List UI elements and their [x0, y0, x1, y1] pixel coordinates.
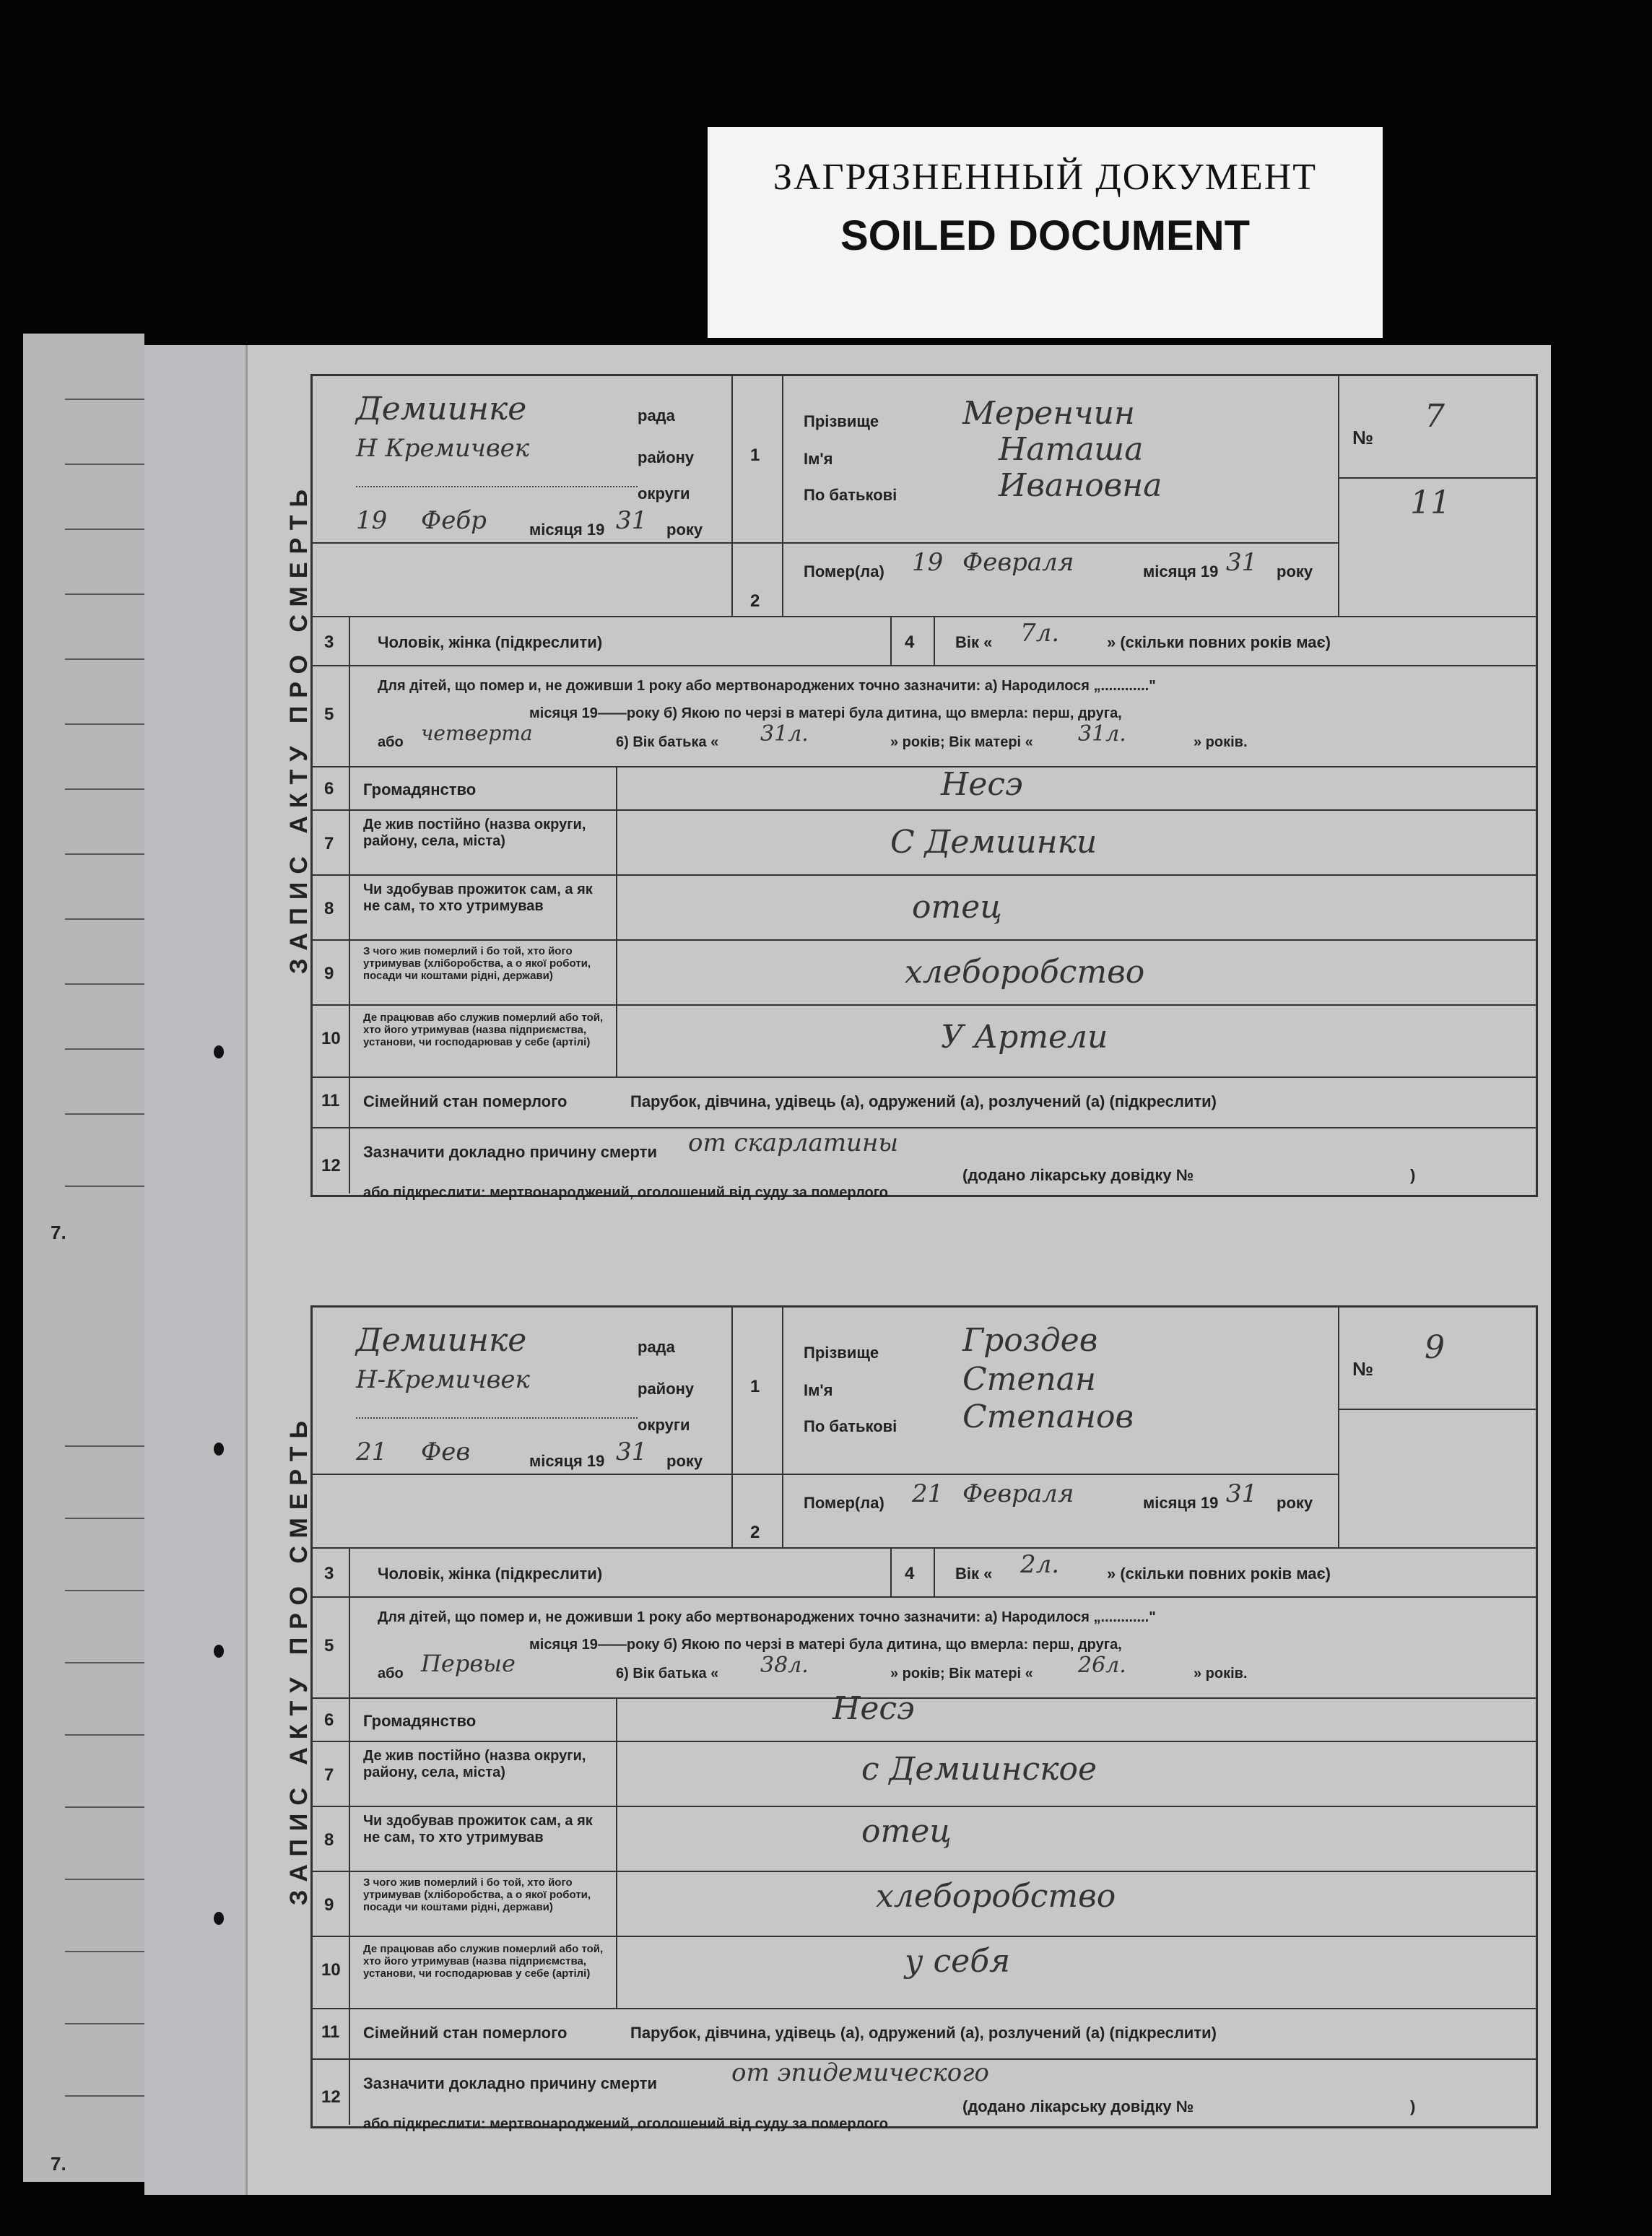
stub-line: [65, 1186, 144, 1187]
livelihood-label: Чи здобував прожиток сам, а як не сам, то хто утримував: [363, 882, 593, 914]
citizenship-value: Несэ: [941, 766, 1023, 803]
stub-line: [65, 464, 144, 465]
stamp-ru: ЗАГРЯЗНЕННЫЙ ДОКУМЕНТ: [773, 157, 1318, 198]
record-number-sub: 11: [1410, 484, 1451, 521]
row-number: 5: [324, 1636, 334, 1656]
children-line3-b: 6) Вік батька «: [616, 734, 719, 750]
died-year: 31: [1226, 548, 1258, 577]
row-number: 8: [324, 1830, 334, 1850]
date-year: 31: [616, 1437, 648, 1466]
row-number: 6: [324, 779, 334, 799]
row-number: 6: [324, 1710, 334, 1730]
children-line1: Для дітей, що помер и, не доживши 1 року або мертвонароджених точно зазначити: а) Народилося „............": [378, 1609, 1156, 1625]
died-day: 19: [912, 548, 944, 577]
mother-age: 31л.: [1078, 721, 1126, 747]
marital-label: Сімейний стан померлого: [363, 1092, 568, 1110]
surname-label: Прізвище: [804, 412, 879, 430]
record-number-label: №: [1352, 427, 1373, 448]
name-label: Ім'я: [804, 450, 833, 468]
row-number: 4: [905, 632, 915, 652]
father-age: 31л.: [760, 721, 809, 747]
citizenship-value: Несэ: [832, 1690, 915, 1727]
marital-label: Сімейний стан померлого: [363, 2024, 568, 2042]
died-month: Февраля: [962, 548, 1074, 577]
stub-line: [65, 2023, 144, 2024]
stub-line: [65, 658, 144, 660]
died-month-label: місяця 19: [1143, 562, 1219, 580]
patronymic-label: По батькові: [804, 1417, 897, 1435]
occupation-label: З чого жив померлий і бо той, хто його утримував (хліборобства, а о якої роботи, посади чи коштами рідні, держави): [363, 1876, 591, 1913]
row-number: 3: [324, 1564, 334, 1583]
children-line2: місяця 19——року б) Якою по черзі в матері була дитина, що вмерла: перш, друга,: [529, 705, 1122, 721]
binding-hole-icon: [214, 1912, 224, 1925]
rada-value: Демиинке: [356, 1322, 527, 1359]
row-number: 3: [324, 632, 334, 652]
died-month-label: місяця 19: [1143, 1494, 1219, 1512]
row-number: 12: [321, 2087, 341, 2107]
okruha-label: округи: [638, 484, 690, 503]
died-day: 21: [912, 1479, 944, 1508]
register-page: [144, 345, 1551, 2195]
father-age: 38л.: [760, 1653, 809, 1678]
surname-label: Прізвище: [804, 1344, 879, 1362]
workplace-value: у себя: [905, 1943, 1011, 1980]
page-number: 7.: [51, 1222, 66, 1243]
death-record-1: [245, 345, 1545, 1240]
date-month: Фебр: [421, 506, 487, 535]
death-record-2: [245, 1276, 1545, 2172]
binding-hole-icon: [214, 1045, 224, 1058]
record-number-value: 7: [1425, 398, 1445, 435]
children-line3-c: » років; Вік матері «: [890, 734, 1033, 750]
children-line3-a: або: [378, 734, 404, 750]
child-order: Первые: [421, 1650, 516, 1677]
died-label: Помер(ла): [804, 562, 884, 580]
name-value: Наташа: [999, 431, 1144, 468]
row-number: 1: [750, 1377, 760, 1396]
stub-line: [65, 528, 144, 530]
year-label: року: [666, 521, 703, 539]
rayon-label: району: [638, 448, 695, 466]
name-label: Ім'я: [804, 1381, 833, 1399]
okruha-label: округи: [638, 1416, 690, 1434]
surname-value: Меренчин: [962, 395, 1135, 432]
stub-line: [65, 918, 144, 920]
children-line2: місяця 19——року б) Якою по черзі в матері була дитина, що вмерла: перш, друга,: [529, 1637, 1122, 1653]
rada-label: рада: [638, 406, 675, 425]
livelihood-label: Чи здобував прожиток сам, а як не сам, то хто утримував: [363, 1813, 593, 1845]
cause-value: от эпидемического: [731, 2058, 989, 2087]
cause-note: (додано лікарську довідку №: [962, 2097, 1194, 2115]
sex-label: Чоловік, жінка (підкреслити): [378, 1565, 603, 1583]
rada-label: рада: [638, 1338, 675, 1356]
record-vertical-title: ЗАПИС АКТУ ПРО СМЕРТЬ: [285, 1413, 313, 1905]
age-value: 2л.: [1020, 1550, 1060, 1579]
binding-hole-icon: [214, 1645, 224, 1658]
children-line1: Для дітей, що помер и, не доживши 1 року або мертвонароджених точно зазначити: а) Народилося „............": [378, 678, 1156, 694]
date-year: 31: [616, 506, 648, 535]
stub-line: [65, 2095, 144, 2097]
row-number: 11: [321, 1091, 340, 1110]
workplace-value: У Артели: [941, 1019, 1108, 1056]
citizenship-label: Громадянство: [363, 1712, 477, 1730]
livelihood-value: отец: [861, 1813, 952, 1850]
row-number: 8: [324, 899, 334, 918]
row-number: 5: [324, 705, 334, 724]
occupation-value: хлеборобство: [905, 954, 1145, 991]
record-vertical-title: ЗАПИС АКТУ ПРО СМЕРТЬ: [285, 482, 313, 974]
cause-note-end: ): [1410, 2097, 1416, 2115]
row-number: 10: [321, 1029, 341, 1048]
record-form: [310, 1305, 1538, 2132]
age-label-prefix: Вік «: [955, 633, 993, 651]
children-line3-a: або: [378, 1666, 404, 1682]
cause-value: от скарлатины: [688, 1128, 899, 1157]
row-number: 1: [750, 445, 760, 465]
age-label-suffix: » (скільки повних років має): [1107, 633, 1331, 651]
row-number: 2: [750, 591, 760, 611]
record-number-value: 9: [1425, 1329, 1445, 1366]
children-line3-d: » років.: [1194, 1666, 1248, 1682]
page-binding: [144, 345, 248, 2195]
cause-label: Зазначити докладно причину смерти: [363, 1143, 657, 1161]
rada-value: Демиинке: [356, 391, 527, 427]
residence-value: с Демиинское: [861, 1751, 1097, 1788]
stamp-en: SOILED DOCUMENT: [840, 212, 1251, 259]
workplace-label: Де працював або служив померлий або той, хто його утримував (назва підприємства, установи, чи господарював у себе (артілі): [363, 1012, 604, 1048]
row-number: 2: [750, 1523, 760, 1542]
residence-value: С Демиинки: [890, 824, 1097, 861]
stub-line: [65, 1518, 144, 1519]
stub-line: [65, 1879, 144, 1880]
stub-line: [65, 788, 144, 790]
record-number-label: №: [1352, 1358, 1373, 1380]
stub-line: [65, 1662, 144, 1663]
row-number: 12: [321, 1156, 341, 1175]
died-year-label: року: [1277, 1494, 1313, 1512]
workplace-label: Де працював або служив померлий або той, хто його утримував (назва підприємства, установи, чи господарював у себе (артілі): [363, 1943, 604, 1980]
name-value: Степан: [962, 1361, 1096, 1398]
rayon-value: Н Кремичвек: [356, 434, 530, 463]
date-day: 19: [356, 506, 388, 535]
stub-line: [65, 983, 144, 985]
stub-line: [65, 1951, 144, 1952]
children-line3-c: » років; Вік матері «: [890, 1666, 1033, 1682]
left-page-edge: [23, 334, 144, 2182]
age-label-suffix: » (скільки повних років має): [1107, 1565, 1331, 1583]
died-year: 31: [1226, 1479, 1258, 1508]
row-number: 4: [905, 1564, 915, 1583]
stub-line: [65, 1113, 144, 1115]
stub-line: [65, 1734, 144, 1736]
date-label: місяця 19: [529, 521, 605, 539]
record-form: [310, 374, 1538, 1201]
patronymic-label: По батькові: [804, 486, 897, 504]
binding-hole-icon: [214, 1443, 224, 1456]
residence-label: Де жив постійно (назва округи, району, села, міста): [363, 1748, 586, 1780]
patronymic-value: Степанов: [962, 1398, 1134, 1435]
cause-label: Зазначити докладно причину смерти: [363, 2074, 657, 2092]
rayon-value: Н-Кремичвек: [356, 1365, 530, 1394]
sex-label: Чоловік, жінка (підкреслити): [378, 633, 603, 651]
age-value: 7л.: [1020, 619, 1060, 648]
stub-line: [65, 1048, 144, 1050]
children-line3-b: 6) Вік батька «: [616, 1666, 719, 1682]
child-order: четверта: [421, 721, 533, 745]
residence-label: Де жив постійно (назва округи, району, села, міста): [363, 817, 586, 849]
marital-options: Парубок, дівчина, удівець (а), одружений (а), розлучений (а) (підкреслити): [630, 1092, 1217, 1110]
stillborn-note: або підкреслити: мертвонароджений, оголошений від суду за померлого: [363, 2116, 889, 2132]
page-number: 7.: [51, 2153, 66, 2175]
row-number: 9: [324, 964, 334, 983]
occupation-label: З чого жив померлий і бо той, хто його утримував (хліборобства, а о якої роботи, посади чи коштами рідні, держави): [363, 945, 591, 982]
mother-age: 26л.: [1078, 1653, 1126, 1678]
date-day: 21: [356, 1437, 388, 1466]
date-month: Фев: [421, 1437, 471, 1466]
stub-line: [65, 1806, 144, 1808]
stub-line: [65, 1445, 144, 1447]
stillborn-note: або підкреслити: мертвонароджений, оголошений від суду за померлого: [363, 1185, 889, 1201]
row-number: 10: [321, 1960, 341, 1980]
died-year-label: року: [1277, 562, 1313, 580]
died-label: Помер(ла): [804, 1494, 884, 1512]
children-line3-d: » років.: [1194, 734, 1248, 750]
year-label: року: [666, 1452, 703, 1470]
date-label: місяця 19: [529, 1452, 605, 1470]
row-number: 7: [324, 834, 334, 853]
rayon-label: району: [638, 1380, 695, 1398]
row-number: 9: [324, 1895, 334, 1915]
row-number: 11: [321, 2022, 340, 2042]
row-number: 7: [324, 1765, 334, 1785]
stub-line: [65, 593, 144, 595]
surname-value: Гроздев: [962, 1322, 1098, 1359]
died-month: Февраля: [962, 1479, 1074, 1508]
cause-note-end: ): [1410, 1166, 1416, 1184]
stub-line: [65, 723, 144, 725]
stub-line: [65, 853, 144, 855]
occupation-value: хлеборобство: [876, 1878, 1116, 1915]
stub-line: [65, 399, 144, 400]
cause-note: (додано лікарську довідку №: [962, 1166, 1194, 1184]
livelihood-value: отец: [912, 889, 1002, 926]
marital-options: Парубок, дівчина, удівець (а), одружений (а), розлучений (а) (підкреслити): [630, 2024, 1217, 2042]
stub-line: [65, 1590, 144, 1591]
soiled-document-stamp: [708, 127, 1383, 338]
citizenship-label: Громадянство: [363, 780, 477, 799]
patronymic-value: Ивановна: [999, 467, 1162, 504]
age-label-prefix: Вік «: [955, 1565, 993, 1583]
